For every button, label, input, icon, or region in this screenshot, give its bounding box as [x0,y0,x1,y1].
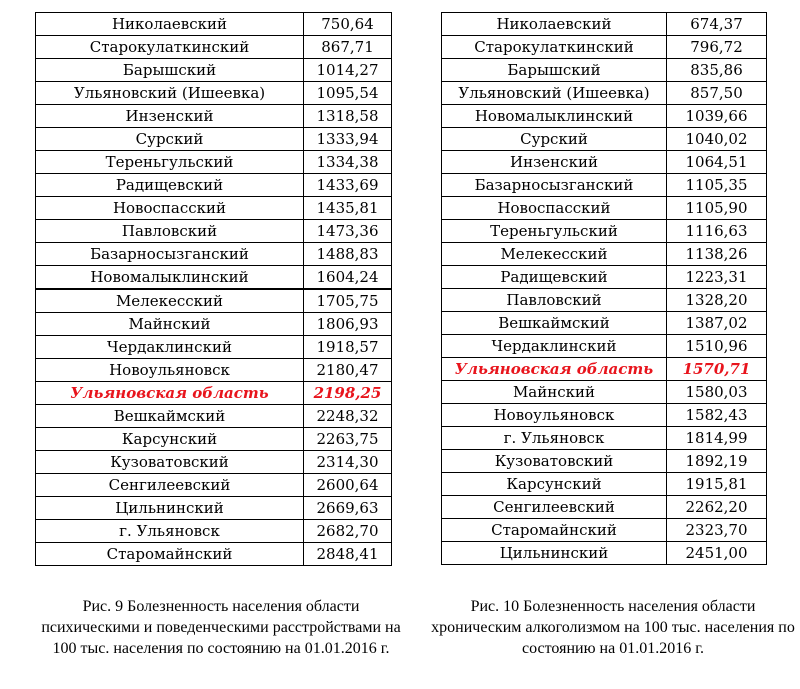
morbidity-value: 2451,00 [667,542,767,565]
morbidity-value: 1223,31 [667,266,767,289]
table-row [442,128,767,151]
table-row [36,174,392,197]
table-row-region-total [442,358,767,381]
morbidity-value: 1488,83 [304,243,392,266]
table-row [36,266,392,290]
district-name: Сурский [442,128,667,151]
table-row [442,335,767,358]
table-row [36,197,392,220]
district-name: Николаевский [442,13,667,36]
table-row [36,428,392,451]
morbidity-value: 1705,75 [304,289,392,313]
district-name: Новомалыклинский [36,266,304,290]
morbidity-value: 2323,70 [667,519,767,542]
morbidity-value: 674,37 [667,13,767,36]
morbidity-value: 2248,32 [304,405,392,428]
morbidity-value: 1095,54 [304,82,392,105]
table-row [36,497,392,520]
morbidity-value: 1806,93 [304,313,392,336]
district-name: Чердаклинский [442,335,667,358]
district-name: Карсунский [36,428,304,451]
morbidity-value: 835,86 [667,59,767,82]
district-name: Цильнинский [442,542,667,565]
table-row [442,427,767,450]
district-name: Ульяновская область [442,358,667,381]
table-row [36,36,392,59]
morbidity-value: 2263,75 [304,428,392,451]
morbidity-value: 1105,35 [667,174,767,197]
district-name: Вешкаймский [442,312,667,335]
district-name: Старокулаткинский [36,36,304,59]
table-row [442,404,767,427]
table-row [36,289,392,313]
table-row [36,405,392,428]
district-name: Мелекесский [442,243,667,266]
morbidity-value: 1582,43 [667,404,767,427]
district-name: Инзенский [36,105,304,128]
table-row [442,59,767,82]
district-name: Майнский [442,381,667,404]
morbidity-value: 1892,19 [667,450,767,473]
district-name: Сенгилеевский [36,474,304,497]
morbidity-value: 2600,64 [304,474,392,497]
table-row [442,220,767,243]
morbidity-value: 867,71 [304,36,392,59]
morbidity-value: 857,50 [667,82,767,105]
district-name: Тереньгульский [36,151,304,174]
district-name: Базарносызганский [442,174,667,197]
table-row [36,359,392,382]
district-name: Новоульяновск [442,404,667,427]
table-row [442,82,767,105]
district-name: Новоспасский [36,197,304,220]
district-name: Новоспасский [442,197,667,220]
district-name: Инзенский [442,151,667,174]
table-row [36,151,392,174]
morbidity-value: 1039,66 [667,105,767,128]
district-name: Карсунский [442,473,667,496]
morbidity-value: 1387,02 [667,312,767,335]
table-row [36,82,392,105]
morbidity-value: 2669,63 [304,497,392,520]
district-name: Майнский [36,313,304,336]
table-row [36,474,392,497]
morbidity-value: 2198,25 [304,382,392,405]
district-name: Кузоватовский [442,450,667,473]
morbidity-value: 1328,20 [667,289,767,312]
morbidity-value: 2262,20 [667,496,767,519]
morbidity-value: 1105,90 [667,197,767,220]
district-name: Павловский [36,220,304,243]
district-name: Павловский [442,289,667,312]
morbidity-value: 1604,24 [304,266,392,290]
table-row [36,451,392,474]
table-body [442,13,767,565]
table-row [442,450,767,473]
morbidity-value: 1918,57 [304,336,392,359]
district-name: Сурский [36,128,304,151]
district-name: Барышский [442,59,667,82]
district-name: Ульяновский (Ишеевка) [36,82,304,105]
morbidity-value: 2848,41 [304,543,392,566]
table-body [36,13,392,566]
morbidity-value: 2314,30 [304,451,392,474]
morbidity-value: 1915,81 [667,473,767,496]
district-name: Новомалыклинский [442,105,667,128]
morbidity-value: 1435,81 [304,197,392,220]
table-row [36,313,392,336]
district-name: Кузоватовский [36,451,304,474]
morbidity-value: 1064,51 [667,151,767,174]
district-name: Вешкаймский [36,405,304,428]
morbidity-value: 1334,38 [304,151,392,174]
figure-10-caption: Рис. 10 Болезненность населения области хроническим алкоголизмом на 100 тыс. населения по состоянию на 01.01.2016 г. [431,598,795,657]
table-row [36,520,392,543]
morbidity-value: 1570,71 [667,358,767,381]
table-row [442,542,767,565]
district-name: г. Ульяновск [36,520,304,543]
table-row [442,13,767,36]
district-name: Мелекесский [36,289,304,313]
district-name: Ульяновский (Ишеевка) [442,82,667,105]
table-row [36,543,392,566]
morbidity-value: 1580,03 [667,381,767,404]
table-row [36,336,392,359]
morbidity-value: 1333,94 [304,128,392,151]
district-name: Николаевский [36,13,304,36]
district-name: г. Ульяновск [442,427,667,450]
table-row [36,220,392,243]
table-row [442,174,767,197]
table-row [36,243,392,266]
morbidity-alcoholism-table [441,12,767,565]
table-row [442,312,767,335]
table-row [442,105,767,128]
district-name: Старокулаткинский [442,36,667,59]
table-row [442,519,767,542]
district-name: Старомайнский [442,519,667,542]
district-name: Новоульяновск [36,359,304,382]
table-row [36,13,392,36]
morbidity-value: 1014,27 [304,59,392,82]
figure-9-caption: Рис. 9 Болезненность населения области психическими и поведенческими расстройствами на 100 тыс. населения по состоянию на 01.01.2016 г. [41,598,401,657]
district-name: Ульяновская область [36,382,304,405]
district-name: Чердаклинский [36,336,304,359]
morbidity-value: 750,64 [304,13,392,36]
district-name: Барышский [36,59,304,82]
table-row [442,381,767,404]
district-name: Тереньгульский [442,220,667,243]
morbidity-value: 1138,26 [667,243,767,266]
district-name: Радищевский [36,174,304,197]
table-row [442,496,767,519]
morbidity-mental-table [35,12,392,566]
morbidity-value: 1116,63 [667,220,767,243]
table-row [442,266,767,289]
district-name: Старомайнский [36,543,304,566]
district-name: Цильнинский [36,497,304,520]
table-row [442,36,767,59]
table-row [36,105,392,128]
morbidity-value: 1510,96 [667,335,767,358]
morbidity-value: 1814,99 [667,427,767,450]
table-row [36,128,392,151]
district-name: Базарносызганский [36,243,304,266]
morbidity-value: 1040,02 [667,128,767,151]
morbidity-value: 2682,70 [304,520,392,543]
table-row [36,59,392,82]
morbidity-value: 1473,36 [304,220,392,243]
table-row-region-total [36,382,392,405]
table-row [442,243,767,266]
morbidity-value: 1433,69 [304,174,392,197]
morbidity-value: 1318,58 [304,105,392,128]
morbidity-value: 796,72 [667,36,767,59]
table-row [442,473,767,496]
district-name: Радищевский [442,266,667,289]
district-name: Сенгилеевский [442,496,667,519]
table-row [442,151,767,174]
table-row [442,289,767,312]
table-row [442,197,767,220]
morbidity-value: 2180,47 [304,359,392,382]
